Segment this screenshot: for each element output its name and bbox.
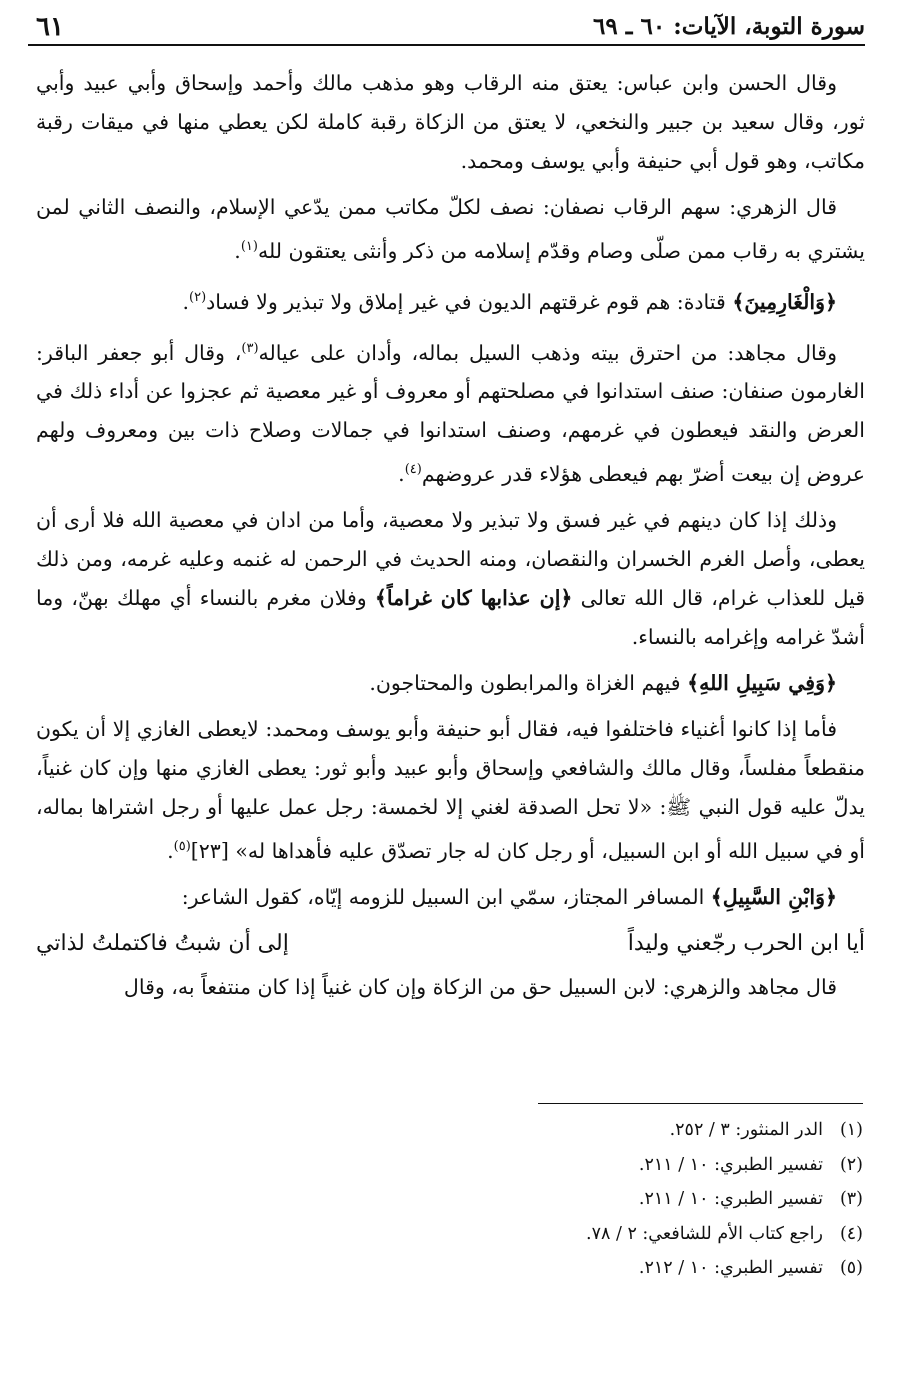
footnote-text: تفسير الطبري: ١٠ / ٢١٢.	[638, 1258, 823, 1278]
footnote-number: (٥)	[839, 1258, 863, 1278]
footnote	[300, 1217, 863, 1252]
text-run: وذلك إذا كان دينهم في غير فسق ولا تبذير ولا معصية، وأما من ادان في معصية الله فلا أرى أن يعطى، وأصل الغرم الخسران والنقصان، ومنه الحديث في الرحمن له غنمه وعليه غرمه، ومن ذلك قيل للعذاب غرام، قال الله تعالى	[36, 508, 865, 611]
footnote	[300, 1148, 863, 1183]
footnote-ref: (٤)	[404, 462, 422, 478]
text-run: قتادة: هم قوم غرقتهم الديون في غير إملاق ولا تبذير ولا فساد	[206, 289, 733, 314]
footnote-separator	[538, 1103, 863, 1104]
paragraph	[36, 278, 865, 322]
footnote-number: (٤)	[839, 1223, 863, 1244]
footnote-text: تفسير الطبري: ١٠ / ٢١١.	[638, 1189, 823, 1209]
closing-paragraph: قال مجاهد والزهري: لابن السبيل حق من الزكاة وإن كان غنياً إذا كان منتفعاً به، وقال	[123, 975, 837, 1000]
footnote-text: راجع كتاب الأم للشافعي: ٢ / ٧٨.	[586, 1223, 823, 1244]
quranic-quote: ﴿إن عذابها كان غراماً﴾	[374, 586, 573, 611]
footnote-number: (١)	[839, 1120, 863, 1140]
text-run: وقال مجاهد: من احترق بيته وذهب السيل بماله، وأدان على عياله	[258, 340, 837, 365]
paragraph	[36, 501, 865, 657]
text-run: وفلان مغرم بالنساء أي مهلك بهنّ، وما أشدّ غرامه وإغرامه بالنساء.	[36, 586, 865, 650]
footnote	[300, 1113, 863, 1148]
paragraph	[36, 878, 865, 917]
footnote	[300, 1251, 863, 1286]
text-run: .	[182, 289, 190, 314]
text-run: المسافر المجتاز، سمّي ابن السبيل للزومه إيّاه، كقول الشاعر:	[181, 885, 711, 910]
verse-first-hemistich: أيا ابن الحرب رجّعني وليداً	[627, 931, 865, 957]
text-run: قال الزهري: سهم الرقاب نصفان: نصف لكلّ مكاتب ممن يدّعي الإسلام، والنصف الثاني لمن يشتري به رقاب ممن صلّى وصام وقدّم إسلامه من ذكر وأنثى يعتقون لله	[36, 195, 865, 263]
quranic-quote: ﴿وَفِي سَبِيلِ اللهِ﴾	[687, 671, 837, 696]
quranic-quote: ﴿وَابْنِ السَّبِيلِ﴾	[710, 885, 837, 910]
paragraph	[36, 188, 865, 271]
footnote-ref: (٣)	[241, 340, 259, 356]
footnote	[300, 1182, 863, 1217]
page-header	[28, 6, 865, 46]
text-run: فأما إذا كانوا أغنياء فاختلفوا فيه، فقال أبو حنيفة وأبو يوسف ومحمد: لايعطى الغازي إلا أن يكون منقطعاً مفلساً، وقال مالك والشافعي وإسحاق وأبو عبيد وأبو ثور: يعطى الغازي منها وإن كان غنياً، يدلّ عليه قول النبي ﷺ: «لا تحل الصدقة لغني إلا لخمسة: رجل عمل عليها أو رجل اشتراها بماله، أو في سبيل الله أو ابن السبيل، أو رجل كان له جار تصدّق عليه فأهداها له» [٢٣]	[36, 717, 865, 864]
footnote-ref: (١)	[240, 239, 258, 254]
text-run: فيهم الغزاة والمرابطون والمحتاجون.	[369, 671, 688, 696]
verse-second-hemistich: إلى أن شبتُ فاكتملتُ لذاتي	[36, 931, 289, 957]
paragraph	[36, 64, 865, 181]
text-run: .	[167, 839, 174, 864]
footnote-text: تفسير الطبري: ١٠ / ٢١١.	[638, 1154, 823, 1175]
running-title: سورة التوبة، الآيات: ٦٠ ـ ٦٩	[593, 13, 865, 40]
text-run: .	[398, 462, 405, 487]
footnote-number: (٢)	[839, 1154, 863, 1175]
footnote-text: الدر المنثور: ٣ / ٢٥٢.	[669, 1120, 823, 1140]
quranic-quote: ﴿وَالْغَارِمِينَ﴾	[732, 289, 837, 314]
text-run: ، وقال أبو جعفر الباقر: الغارمون صنفان: صنف استدانوا في مصلحتهم أو معروف أو غير معصية ثم عجزوا عن أداء ذلك في العرض والنقد فيعطون في غرمهم، وصنف استدانوا في جمالات وصلاح ذات بين ومعروف ولهم عروض إن بيعت أضرّ بهم فيعطى هؤلاء قدر عروضهم	[36, 340, 865, 487]
footnote-ref: (٥)	[173, 839, 191, 855]
text-run: وقال الحسن وابن عباس: يعتق منه الرقاب وهو مذهب مالك وأحمد وإسحاق وأبي عبيد وأبي ثور، وقال سعيد بن جبير والنخعي، لا يعتق من الزكاة رقبة كاملة لكن يعطي منها في ميقات رقبة مكاتب، وهو قول أبي حنيفة وأبي يوسف ومحمد.	[36, 71, 865, 173]
paragraph	[36, 664, 865, 703]
main-text	[36, 64, 865, 1014]
poetry-verse	[36, 924, 865, 964]
text-run: .	[234, 238, 241, 263]
paragraph	[36, 710, 865, 871]
paragraphs	[36, 64, 865, 917]
footnote-ref: (٢)	[189, 289, 207, 305]
footnotes	[300, 1113, 863, 1286]
page-number: ٦١	[36, 12, 64, 42]
paragraph	[36, 329, 865, 495]
footnote-number: (٣)	[839, 1189, 863, 1209]
